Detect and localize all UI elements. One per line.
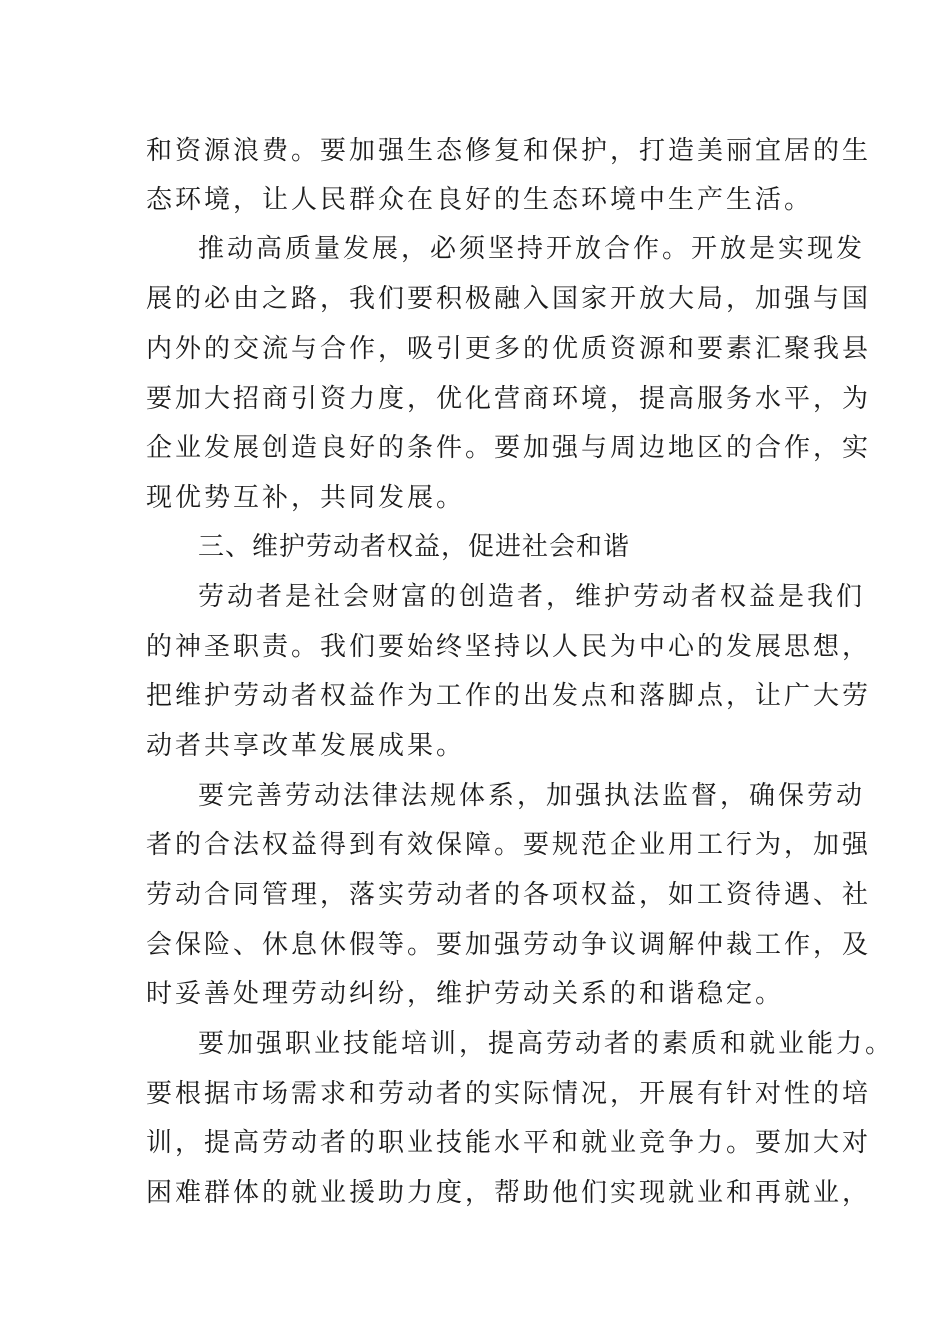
text-line: 训，提高劳动者的职业技能水平和就业竞争力。要加大对	[146, 1128, 872, 1158]
text-line: 企业发展创造良好的条件。要加强与周边地区的合作，实	[146, 433, 872, 463]
text-line: 会保险、休息休假等。要加强劳动争议调解仲裁工作，及	[146, 930, 872, 960]
section-heading: 三、维护劳动者权益，促进社会和谐	[198, 532, 631, 562]
paragraph-start-line: 劳动者是社会财富的创造者，维护劳动者权益是我们	[198, 582, 866, 612]
text-line: 和资源浪费。要加强生态修复和保护，打造美丽宜居的生	[146, 136, 872, 166]
text-line: 的神圣职责。我们要始终坚持以人民为中心的发展思想，	[146, 632, 872, 662]
paragraph-start-line: 要完善劳动法律法规体系，加强执法监督，确保劳动	[198, 781, 866, 811]
text-line: 者的合法权益得到有效保障。要规范企业用工行为，加强	[146, 830, 872, 860]
text-line: 困难群体的就业援助力度，帮助他们实现就业和再就业，	[146, 1178, 872, 1208]
text-line: 把维护劳动者权益作为工作的出发点和落脚点，让广大劳	[146, 681, 872, 711]
paragraph-start-line: 要加强职业技能培训，提高劳动者的素质和就业能力。	[198, 1029, 895, 1059]
paragraph-start-line: 推动高质量发展，必须坚持开放合作。开放是实现发	[198, 234, 866, 264]
text-line: 要加大招商引资力度，优化营商环境，提高服务水平，为	[146, 384, 872, 414]
text-line: 现优势互补，共同发展。	[146, 483, 466, 513]
text-line: 时妥善处理劳动纠纷，维护劳动关系的和谐稳定。	[146, 979, 785, 1009]
text-line: 态环境，让人民群众在良好的生态环境中生产生活。	[146, 185, 814, 215]
text-line: 劳动合同管理，落实劳动者的各项权益，如工资待遇、社	[146, 880, 872, 910]
text-line: 内外的交流与合作，吸引更多的优质资源和要素汇聚我县	[146, 334, 872, 364]
text-line: 动者共享改革发展成果。	[146, 731, 466, 761]
text-line: 要根据市场需求和劳动者的实际情况，开展有针对性的培	[146, 1079, 872, 1109]
text-line: 展的必由之路，我们要积极融入国家开放大局，加强与国	[146, 284, 872, 314]
